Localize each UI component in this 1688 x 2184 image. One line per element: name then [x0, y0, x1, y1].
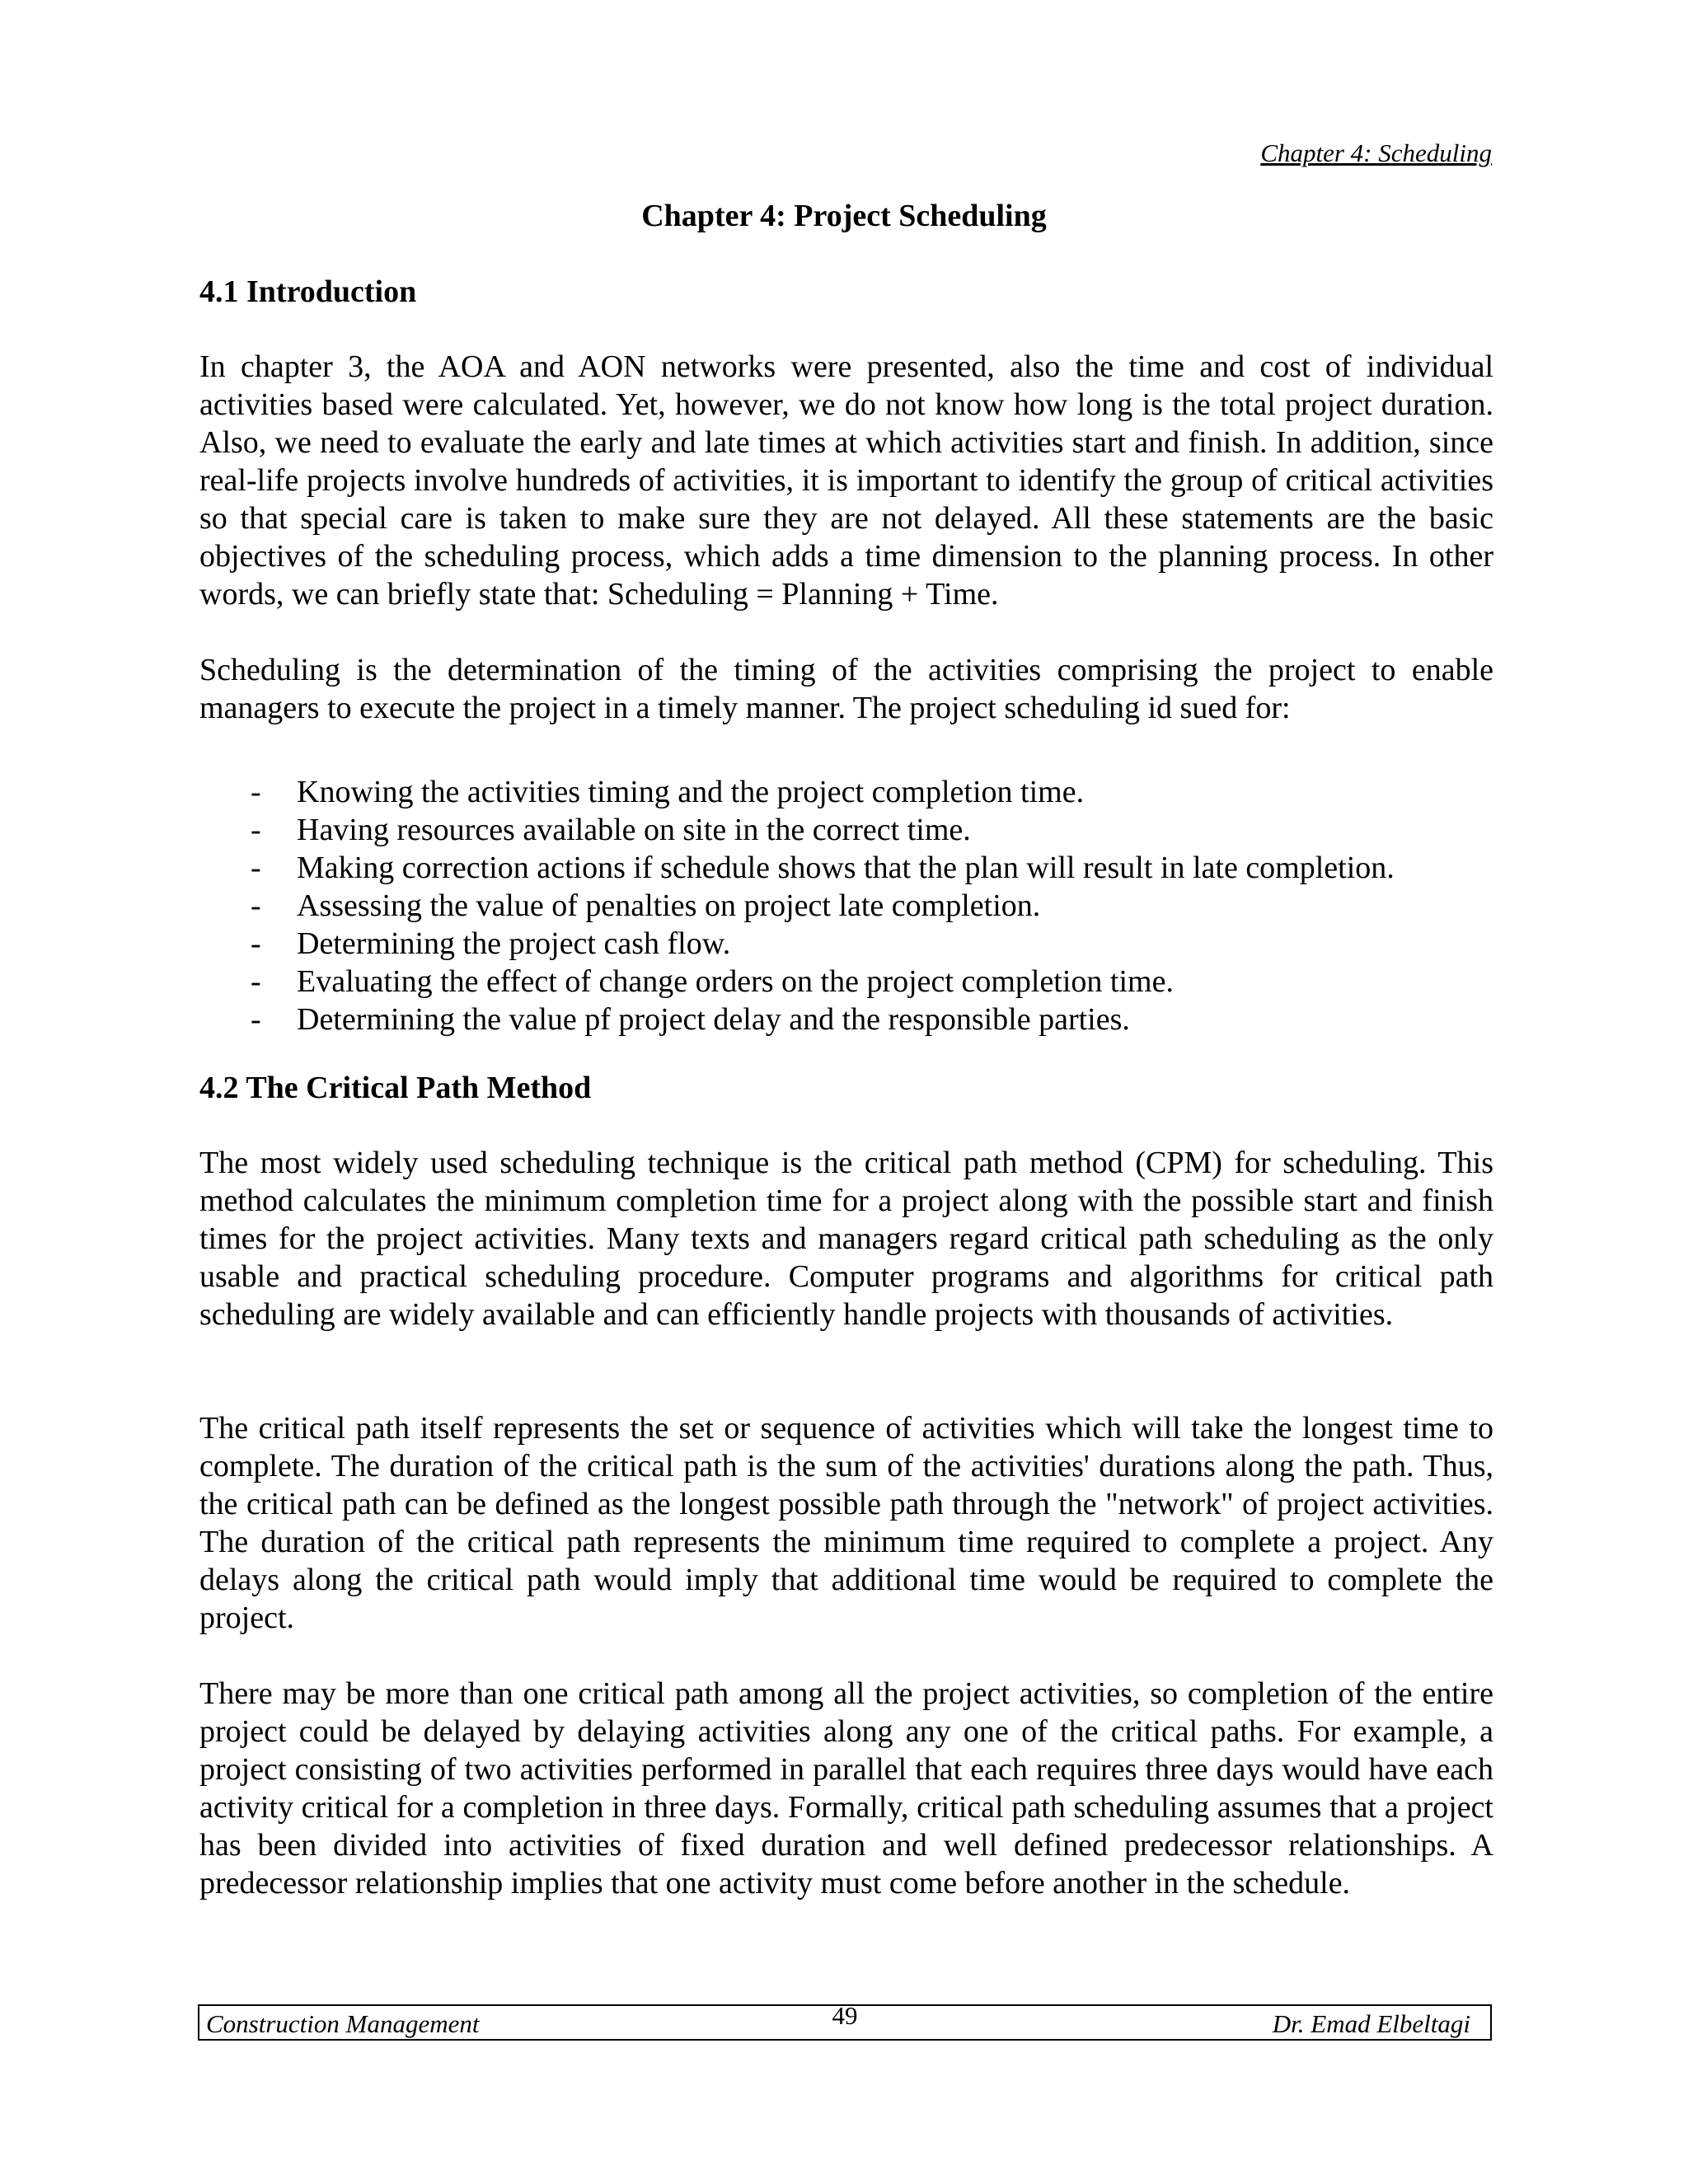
- bullet-dash: -: [251, 1002, 261, 1037]
- bullet-dash: -: [251, 964, 261, 999]
- bullet-dash: -: [251, 888, 261, 923]
- footer-course-title: Construction Management: [206, 2009, 480, 2038]
- cpm-paragraph-3: There may be more than one critical path among all the project activities, so completion of the entire project could be delayed by delaying activities along any one of the critical paths. For example, a project consisting of two activities performed in parallel that each requires three days would have each activity critical for a completion in three days. Formally, critical path scheduling assumes that a project has been divided into activities of fixed duration and well defined predecessor relationships. A predecessor relationship implies that one activity must come before another in the schedule.: [199, 1676, 1493, 1900]
- list-item-text: Evaluating the effect of change orders on the project completion time.: [297, 964, 1174, 999]
- list-item: [199, 887, 1493, 925]
- list-item-text: Determining the value pf project delay and the responsible parties.: [297, 1002, 1130, 1037]
- list-item-text: Having resources available on site in the correct time.: [297, 813, 971, 847]
- list-item: [199, 1001, 1493, 1038]
- cpm-paragraph-2: The critical path itself represents the set or sequence of activities which will take the longest time to complete. The duration of the critical path is the sum of the activities' durations along the path. Thus, the critical path can be defined as the longest possible path through the "network" of project activities. The duration of the critical path represents the minimum time required to complete a project. Any delays along the critical path would imply that additional time would be required to complete the project.: [199, 1411, 1493, 1635]
- list-item-text: Determining the project cash flow.: [297, 926, 731, 961]
- intro-paragraph-2: Scheduling is the determination of the timing of the activities comprising the project to enable managers to execute the project in a timely manner. The project scheduling id sued for:: [199, 653, 1493, 725]
- page-number: 49: [832, 2001, 858, 2030]
- section-heading-introduction: 4.1 Introduction: [199, 274, 417, 309]
- bullet-dash: -: [251, 813, 261, 847]
- bullet-dash: -: [251, 775, 261, 809]
- chapter-title: Chapter 4: Project Scheduling: [641, 199, 1047, 233]
- bullet-dash: -: [251, 851, 261, 885]
- scheduling-uses-list: [199, 773, 1493, 1038]
- page-footer: [198, 2001, 1492, 2041]
- list-item: [199, 925, 1493, 963]
- list-item-text: Assessing the value of penalties on project late completion.: [297, 888, 1041, 923]
- list-item-text: Making correction actions if schedule shows that the plan will result in late completion.: [297, 851, 1395, 885]
- running-header: Chapter 4: Scheduling: [1260, 138, 1492, 167]
- list-item: [199, 811, 1493, 849]
- bullet-dash: -: [251, 926, 261, 961]
- section-heading-critical-path-method: 4.2 The Critical Path Method: [199, 1071, 592, 1105]
- list-item: [199, 773, 1493, 811]
- list-item: [199, 849, 1493, 887]
- cpm-paragraph-1: The most widely used scheduling technique is the critical path method (CPM) for scheduling. This method calculates the minimum completion time for a project along with the possible start and finish times for the project activities. Many texts and managers regard critical path scheduling as the only usable and practical scheduling procedure. Computer programs and algorithms for critical path scheduling are widely available and can efficiently handle projects with thousands of activities.: [199, 1146, 1493, 1332]
- list-item-text: Knowing the activities timing and the project completion time.: [297, 775, 1085, 809]
- intro-paragraph-1: In chapter 3, the AOA and AON networks were presented, also the time and cost of individual activities based were calculated. Yet, however, we do not know how long is the total project duration. Also, we need to evaluate the early and late times at which activities start and finish. In addition, since real-life projects involve hundreds of activities, it is important to identify the group of critical activities so that special care is taken to make sure they are not delayed. All these statements are the basic objectives of the scheduling process, which adds a time dimension to the planning process. In other words, we can briefly state that: Scheduling = Planning + Time.: [199, 349, 1493, 612]
- list-item: [199, 963, 1493, 1001]
- footer-author: Dr. Emad Elbeltagi: [1272, 2009, 1470, 2038]
